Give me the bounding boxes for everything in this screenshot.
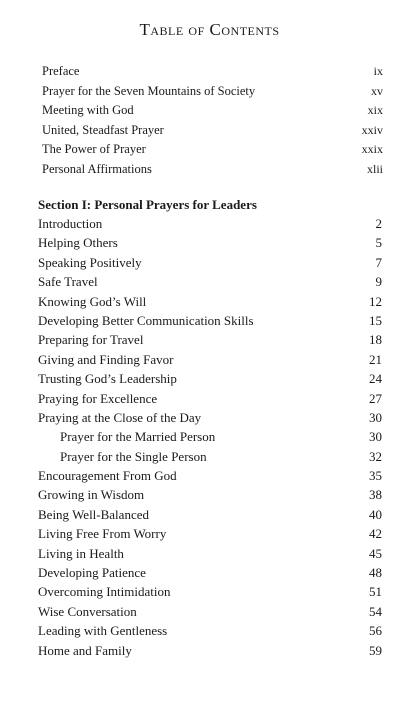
toc-subentry[interactable] bbox=[38, 449, 382, 468]
toc-entry[interactable] bbox=[38, 391, 382, 410]
toc-entry-label: Prayer for the Married Person bbox=[60, 429, 216, 445]
toc-entry[interactable] bbox=[38, 332, 382, 351]
toc-entry[interactable] bbox=[38, 235, 382, 254]
toc-entry[interactable] bbox=[38, 294, 382, 313]
toc-entry-page: xxiv bbox=[361, 122, 383, 137]
section-heading: Section I: Personal Prayers for Leaders bbox=[38, 197, 257, 212]
toc-entry-label: Personal Affirmations bbox=[42, 161, 152, 176]
toc-subentry[interactable] bbox=[38, 429, 382, 448]
toc-entry-page: 5 bbox=[375, 235, 382, 251]
toc-entry[interactable] bbox=[42, 162, 383, 182]
toc-entry-label: Developing Better Communication Skills bbox=[38, 312, 254, 328]
toc-entry-label: Growing in Wisdom bbox=[38, 487, 145, 503]
front-matter-list bbox=[42, 64, 383, 181]
toc-entry-label: United, Steadfast Prayer bbox=[42, 122, 164, 137]
toc-entry-page: 15 bbox=[369, 312, 382, 328]
toc-entry-label: Leading with Gentleness bbox=[38, 623, 168, 639]
toc-entry-label: Praying at the Close of the Day bbox=[38, 409, 202, 425]
toc-entry-page: xix bbox=[367, 103, 383, 117]
toc-entry-page: 21 bbox=[369, 351, 382, 367]
toc-entry[interactable] bbox=[38, 255, 382, 274]
toc-entry-page: 35 bbox=[369, 468, 382, 484]
toc-entry-page: 12 bbox=[369, 293, 382, 309]
toc-entry-page: 40 bbox=[369, 506, 382, 522]
toc-entry-label: Giving and Finding Favor bbox=[38, 351, 174, 367]
toc-entry[interactable] bbox=[38, 623, 382, 642]
toc-entry-page: ix bbox=[373, 64, 383, 78]
toc-entry-label: Overcoming Intimidation bbox=[38, 584, 171, 600]
toc-entry[interactable] bbox=[42, 103, 383, 123]
toc-entry-page: 56 bbox=[369, 623, 382, 639]
toc-entry-label: Living Free From Worry bbox=[38, 526, 167, 542]
toc-entry-page: 30 bbox=[369, 429, 382, 445]
toc-entry-label: Praying for Excellence bbox=[38, 390, 158, 406]
toc-entry-label: Preparing for Travel bbox=[38, 332, 144, 348]
toc-entry-page: xxix bbox=[361, 142, 383, 156]
toc-entry-page: 54 bbox=[369, 603, 382, 619]
toc-entry[interactable] bbox=[38, 487, 382, 506]
toc-entry-page: 18 bbox=[369, 332, 382, 348]
toc-entry[interactable] bbox=[38, 565, 382, 584]
toc-entry-page: 38 bbox=[369, 487, 382, 503]
toc-entry[interactable] bbox=[38, 584, 382, 603]
toc-entry-page: xlii bbox=[366, 161, 383, 176]
toc-entry-label: Being Well-Balanced bbox=[38, 506, 149, 522]
toc-entry-page: 24 bbox=[369, 371, 382, 387]
section-entry-list bbox=[38, 216, 382, 662]
toc-entry-page: 45 bbox=[369, 545, 382, 561]
toc-entry-page: 2 bbox=[375, 216, 382, 231]
toc-entry-label: Prayer for the Single Person bbox=[60, 448, 207, 464]
toc-entry[interactable] bbox=[42, 142, 383, 162]
toc-entry[interactable] bbox=[38, 313, 382, 332]
toc-entry[interactable] bbox=[38, 216, 382, 235]
toc-entry[interactable] bbox=[38, 643, 382, 662]
toc-entry-label: Safe Travel bbox=[38, 274, 98, 290]
toc-entry[interactable] bbox=[42, 123, 383, 143]
toc-entry[interactable] bbox=[38, 410, 382, 429]
toc-entry[interactable] bbox=[38, 352, 382, 371]
toc-entry-label: Introduction bbox=[38, 216, 103, 231]
toc-entry[interactable] bbox=[42, 84, 383, 104]
toc-entry-page: 59 bbox=[369, 642, 382, 658]
toc-entry-label: Preface bbox=[42, 64, 80, 78]
toc-entry[interactable] bbox=[38, 468, 382, 487]
page-title: Table of Contents bbox=[139, 20, 280, 39]
toc-entry[interactable] bbox=[38, 546, 382, 565]
toc-entry-page: 7 bbox=[375, 254, 382, 270]
toc-entry[interactable] bbox=[42, 64, 383, 84]
toc-entry[interactable] bbox=[38, 274, 382, 293]
toc-entry-page: xv bbox=[371, 83, 383, 98]
toc-entry-label: Developing Patience bbox=[38, 565, 146, 581]
toc-entry[interactable] bbox=[38, 507, 382, 526]
toc-entry-label: Living in Health bbox=[38, 545, 124, 561]
toc-entry[interactable] bbox=[38, 604, 382, 623]
toc-entry[interactable] bbox=[38, 526, 382, 545]
toc-entry-label: Knowing God’s Will bbox=[38, 293, 147, 309]
toc-entry-page: 42 bbox=[369, 526, 382, 542]
toc-entry-label: Prayer for the Seven Mountains of Society bbox=[42, 83, 256, 98]
toc-entry-page: 30 bbox=[369, 409, 382, 425]
toc-entry-label: Speaking Positively bbox=[38, 254, 142, 270]
toc-entry-page: 51 bbox=[369, 584, 382, 600]
toc-entry-page: 27 bbox=[369, 390, 382, 406]
toc-entry-label: Trusting God’s Leadership bbox=[38, 371, 177, 387]
toc-entry-label: Home and Family bbox=[38, 642, 132, 658]
toc-entry-label: The Power of Prayer bbox=[42, 142, 146, 156]
toc-entry[interactable] bbox=[38, 371, 382, 390]
toc-entry-label: Meeting with God bbox=[42, 103, 134, 117]
toc-entry-label: Helping Others bbox=[38, 235, 118, 251]
toc-entry-page: 32 bbox=[369, 448, 382, 464]
toc-entry-label: Wise Conversation bbox=[38, 603, 137, 619]
toc-entry-label: Encouragement From God bbox=[38, 468, 177, 484]
toc-entry-page: 9 bbox=[375, 274, 382, 290]
toc-entry-page: 48 bbox=[369, 565, 382, 581]
